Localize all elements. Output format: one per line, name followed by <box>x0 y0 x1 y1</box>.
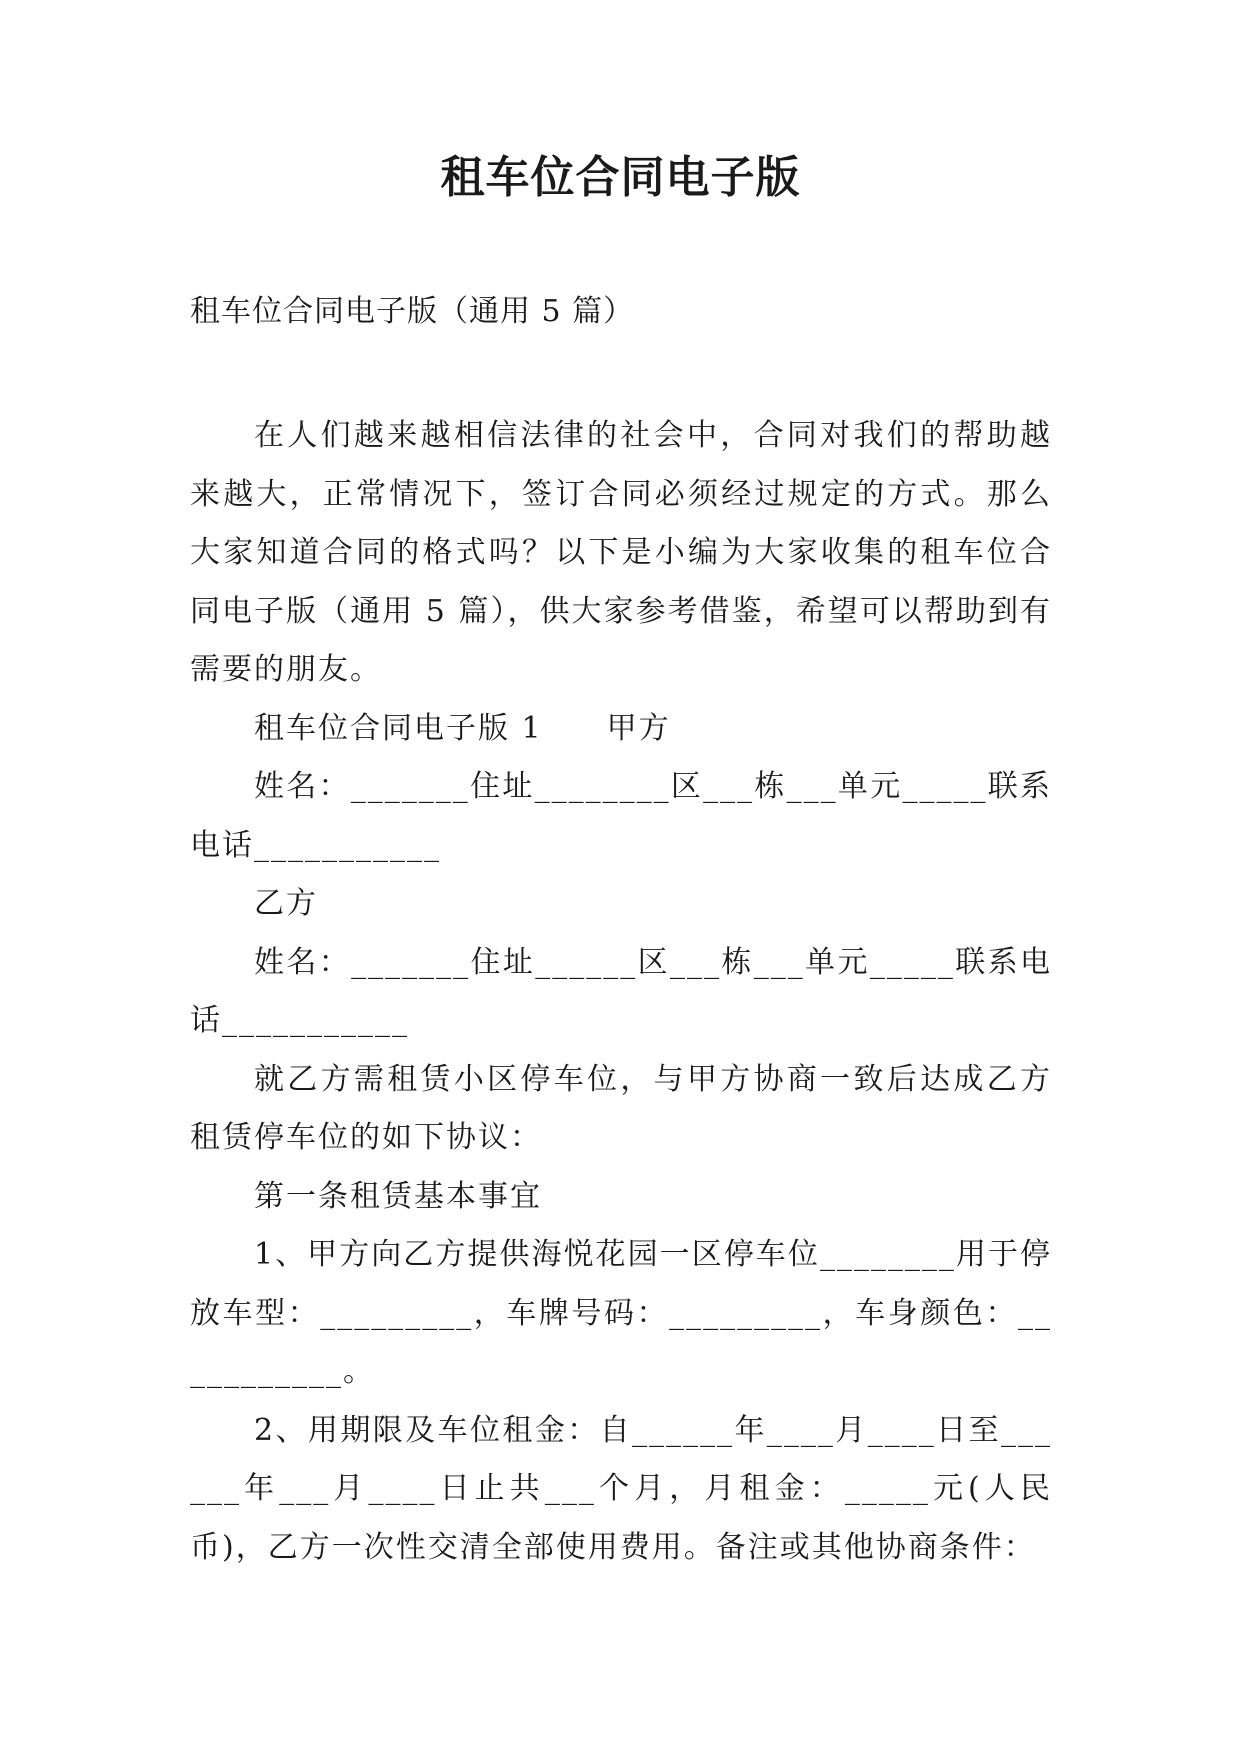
paragraph-intro: 在人们越来越相信法律的社会中，合同对我们的帮助越来越大，正常情况下，签订合同必须经过规定的方式。那么大家知道合同的格式吗？以下是小编为大家收集的租车位合同电子版（通用 5 篇），供大家参考借鉴，希望可以帮助到有需要的朋友。 <box>190 418 1052 687</box>
paragraph-contract-heading: 租车位合同电子版 1 甲方 <box>254 710 671 746</box>
paragraph-party-b-label: 乙方 <box>254 886 318 921</box>
document-subtitle: 租车位合同电子版（通用 5 篇） <box>190 294 635 329</box>
document-body <box>190 407 1052 1577</box>
paragraph-party-b-info: 姓名：_______住址______区___栋___单元_____联系电话___________ <box>190 944 1052 1038</box>
paragraph-clause-2: 2、用期限及车位租金：自______年____月____日至______年___月____日止共___个月，月租金：_____元(人民币)，乙方一次性交清全部使用费用。备注或其他协商条件： <box>190 1412 1052 1565</box>
paragraph-agreement-intro: 就乙方需租赁小区停车位，与甲方协商一致后达成乙方租赁停车位的如下协议： <box>190 1061 1052 1155</box>
document-title: 租车位合同电子版 <box>440 152 801 203</box>
paragraph-article-1-heading: 第一条租赁基本事宜 <box>254 1178 542 1214</box>
paragraph-party-a-info: 姓名：_______住址________区___栋___单元_____联系电话___________ <box>190 769 1052 863</box>
paragraph-clause-1: 1、甲方向乙方提供海悦花园一区停车位________用于停放车型：_________，车牌号码：_________，车身颜色：___________。 <box>190 1237 1052 1389</box>
